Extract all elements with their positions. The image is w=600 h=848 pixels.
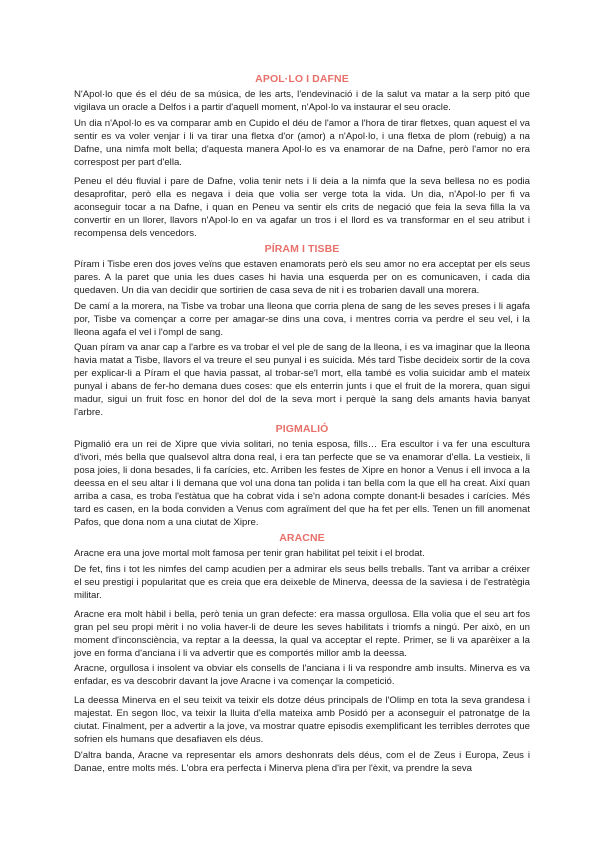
paragraph: Quan píram va anar cap a l'arbre es va trobar el vel ple de sang de la lleona, i es va imaginar que la lleona havia matat a Tisbe, llavors el va treure el seu punyal i es suicida. Més tard Tisbe decideix sortir de la cova per explicar-li a Píram el que havia passat, al trobar-se'l mort, ella també es volia suicidar amb el mateix punyal i abans de fer-ho demana dues coses: que els enterrin junts i que el fruit de la morera, quan sigui madur, sigui un fruit fosc en honor del dol de la seva mort i perquè la sang dels amants havia banyat l'arbre.	[74, 342, 530, 418]
section-title-apollo-dafne: APOL·LO I DAFNE	[255, 73, 349, 85]
paragraph: Peneu el déu fluvial i pare de Dafne, volia tenir nets i li deia a la nimfa que la seva bellesa no es podia desaprofitar, però ella es negava i deia que volia ser verge tota la vida. Un dia, n'Apol·lo per fi va aconseguir tocar a na Dafne, i quan en Peneu va sentir els crits de negació que feia la seva filla la va convertir en un llorer, llavors n'Apol·lo en va agafar un tros i el llord es va transformar en el seu atribut i recompensa dels vencedors.	[74, 175, 530, 239]
paragraph: La deessa Minerva en el seu teixit va teixir els dotze déus principals de l'Olimp en tota la seva grandesa i majestat. En segon lloc, va teixir la lluita d'ella mateixa amb Posidó per a aconseguir el patronatge de la ciutat. Finalment, per a advertir a la jove, va mostrar quatre episodis exemplificant les terribles derrotes que sofrien els humans que desafiaven els déus.	[74, 695, 530, 745]
paragraph: Aracne era molt hàbil i bella, però tenia un gran defecte: era massa orgullosa. Ella volia que el seu art fos gran pel seu propi mèrit i no volia haver-li de deure les seves habilitats i triomfs a ningú. Per això, en un moment d'inconsciència, va reptar a la deessa, la qual va acceptar el repte. Primer, se li va aparèixer a la jove en forma d'anciana i li va advertir que es comportés millor amb la deessa.	[74, 608, 530, 659]
paragraph: De camí a la morera, na Tisbe va trobar una lleona que corria plena de sang de les seves preses i li agafa por, Tisbe va començar a corre per amagar-se dins una cova, i mentres corria va perdre el seu vel, i la lleona agafa el vel i l'ompl de sang.	[74, 300, 530, 338]
section-title-pigmalio: PIGMALIÓ	[275, 422, 329, 435]
paragraph: N'Apol·lo que és el déu de sa música, de les arts, l'endevinació i de la salut va matar a la serp pitó que vigilava un oracle a Delfos i a partir d'aquell moment, n'Apol·lo va instaurar el seu oracle.	[74, 89, 530, 113]
paragraph: Aracne, orgullosa i insolent va obviar els consells de l'anciana i li va respondre amb insults. Minerva es va enfadar, es va descobrir davant la jove Aracne i va començar la competició.	[74, 663, 530, 687]
section-title-piram-tisbe: PÍRAM I TISBE	[264, 243, 340, 255]
paragraph: Pigmalió era un rei de Xipre que vivia solitari, no tenia esposa, fills… Era escultor i va fer una escultura d'ivori, més bella que qualsevol altra dona real, i era tan perfecte que se va enamorar d'ella. La vestieix, li posa joies, li dona besades, li fa carícies, etc. Arriben les festes de Xipre en honor a Venus i ell invoca a la deessa en el seu altar i li demana que vol una dona tan polida i tan bella com la que ell ha creat. Així quan arriba a casa, es troba l'estàtua que ha cobrat vida i se'n adona compte donant-li besades i carícies. Més tard es casen, en la boda conviden a Venus com agraïment del que ha fet per ells. Tenen un fill anomenat Pafos, que dona nom a una ciutat de Xipre.	[74, 438, 530, 528]
paragraph: De fet, fins i tot les nimfes del camp acudien per a admirar els seus bells treballs. Tant va arribar a créixer el seu prestigi i popularitat que es creia que era deixeble de Minerva, deessa de la saviesa i de l'estratègia militar.	[74, 563, 530, 601]
paragraph: Aracne era una jove mortal molt famosa per tenir gran habilitat pel teixit i el brodat.	[74, 548, 425, 559]
paragraph: Un dia n'Apol·lo es va comparar amb en Cupido el déu de l'amor a l'hora de tirar fletxes, quan aquest el va sentir es va voler venjar i li va tirar una fletxa d'or (amor) a n'Apol·lo, i una fletxa de plom (rebuig) a na Dafne, una nimfa molt bella; d'aquesta manera Apol·lo es va enamorar de na Dafne, però l'amor no era correspost per part d'ella.	[74, 117, 530, 168]
paragraph: Píram i Tisbe eren dos joves veïns que estaven enamorats però els seu amor no era acceptat per els seus pares. A la paret que unia les dues cases hi havia una esquerda per on es comunicaven, i cada dia quedaven. Un dia van decidir que sortirien de casa seva de nit i es trobarien davall una morera.	[74, 259, 530, 296]
paragraph: D'altra banda, Aracne va representar els amors deshonrats dels déus, com el de Zeus i Europa, Zeus i Danae, entre molts més. L'obra era perfecta i Minerva plena d'ira per l'èxit, va prendre la seva	[74, 749, 530, 774]
document-page	[74, 70, 530, 777]
section-title-aracne: ARACNE	[279, 532, 325, 544]
